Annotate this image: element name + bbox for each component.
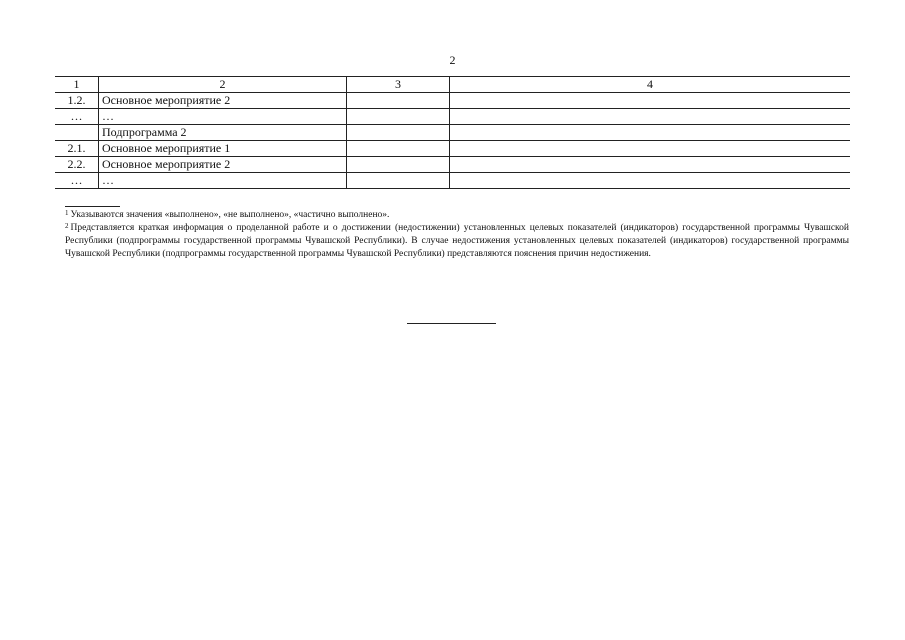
row-name-cell: Подпрограмма 2 xyxy=(99,125,347,141)
row-number-cell: … xyxy=(55,173,99,189)
column-header-1: 1 xyxy=(55,77,99,93)
row-name-cell: Основное мероприятие 1 xyxy=(99,141,347,157)
row-number-cell: … xyxy=(55,109,99,125)
footnote-text: Указываются значения «выполнено», «не выполнено», «частично выполнено». xyxy=(70,210,390,220)
report-table xyxy=(55,76,850,189)
table-row xyxy=(55,173,850,189)
footnote-mark: 2 xyxy=(65,222,69,230)
footnote-divider xyxy=(65,206,120,207)
row-info-cell xyxy=(450,141,851,157)
table-header-row xyxy=(55,77,850,93)
footnotes xyxy=(65,209,849,261)
row-status-cell xyxy=(347,109,450,125)
row-info-cell xyxy=(450,173,851,189)
row-info-cell xyxy=(450,109,851,125)
row-number-cell xyxy=(55,125,99,141)
row-status-cell xyxy=(347,173,450,189)
table-row xyxy=(55,125,850,141)
footnote-2 xyxy=(65,222,849,261)
row-info-cell xyxy=(450,93,851,109)
row-status-cell xyxy=(347,141,450,157)
column-header-2: 2 xyxy=(99,77,347,93)
row-status-cell xyxy=(347,93,450,109)
row-name-cell: Основное мероприятие 2 xyxy=(99,93,347,109)
footnote-text: Представляется краткая информация о проделанной работе и о достижении (недостижении) установленных целевых показателей (индикаторов) государственной программы Чувашской Республики (подпрограммы государственной программы Чувашской Республики). В случае недостижения установленных целевых показателей (индикаторов) государственной программы Чувашской Республики (подпрограммы государственной программы Чувашской Республики) представляются пояснения причин недостижения. xyxy=(65,223,849,259)
table-row xyxy=(55,157,850,173)
table-row xyxy=(55,141,850,157)
table-row xyxy=(55,93,850,109)
row-info-cell xyxy=(450,125,851,141)
row-status-cell xyxy=(347,157,450,173)
row-number-cell: 2.1. xyxy=(55,141,99,157)
table-row xyxy=(55,109,850,125)
footnote-1 xyxy=(65,209,849,222)
row-name-cell: Основное мероприятие 2 xyxy=(99,157,347,173)
row-status-cell xyxy=(347,125,450,141)
end-divider xyxy=(407,323,496,324)
row-name-cell: … xyxy=(99,109,347,125)
row-number-cell: 2.2. xyxy=(55,157,99,173)
page-number: 2 xyxy=(449,53,456,67)
column-header-4: 4 xyxy=(450,77,851,93)
row-info-cell xyxy=(450,157,851,173)
footnote-mark: 1 xyxy=(65,209,69,217)
column-header-3: 3 xyxy=(347,77,450,93)
row-name-cell: … xyxy=(99,173,347,189)
row-number-cell: 1.2. xyxy=(55,93,99,109)
